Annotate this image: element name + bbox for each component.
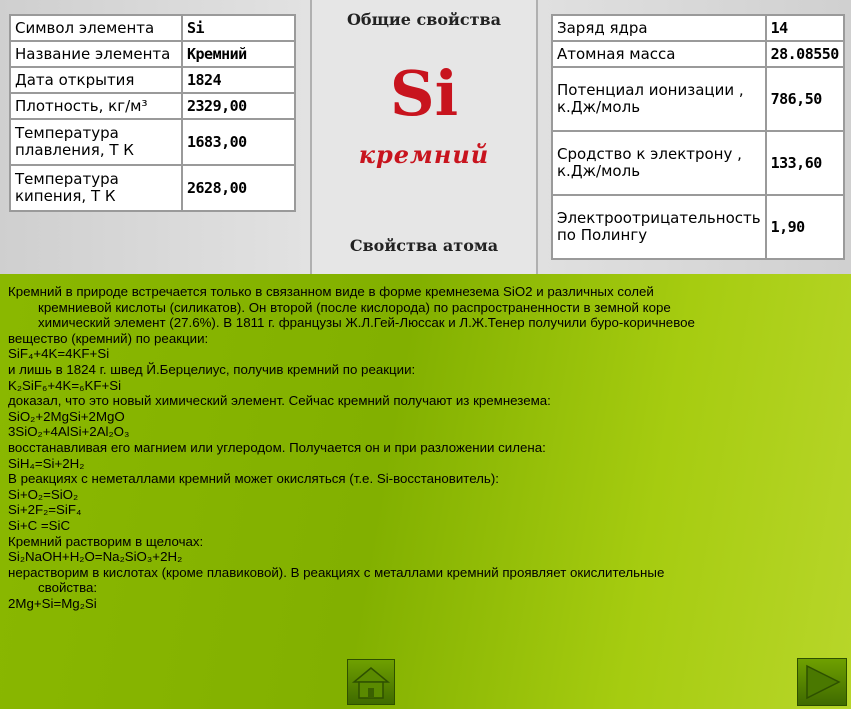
table-row	[10, 119, 295, 165]
table-row	[552, 41, 844, 67]
table-row	[10, 41, 295, 67]
text-line: В реакциях с неметаллами кремний может окисляться (т.е. Si-восстановитель):	[8, 471, 499, 487]
row-value: 14	[766, 15, 844, 41]
row-value: 133,60	[766, 131, 844, 195]
row-label: Название элемента	[10, 41, 182, 67]
home-button[interactable]	[347, 659, 395, 705]
table-row	[552, 67, 844, 131]
table-row	[552, 131, 844, 195]
text-line: и лишь в 1824 г. швед Й.Берцелиус, получив кремний по реакции:	[8, 361, 416, 377]
row-label: Сродство к электрону , к.Дж/моль	[552, 131, 766, 195]
reaction-line: SiO₂+2MgSi+2MgO	[8, 408, 125, 424]
atom-properties-table	[551, 14, 845, 260]
row-label: Дата открытия	[10, 67, 182, 93]
row-value: Кремний	[182, 41, 295, 67]
row-label: Заряд ядра	[552, 15, 766, 41]
reaction-line: K₂SiF₆+4K=₆KF+Si	[8, 377, 122, 393]
table-row	[10, 165, 295, 211]
table-row	[552, 195, 844, 259]
reaction-line: Si+2F₂=SiF₄	[8, 502, 82, 518]
row-label: Атомная масса	[552, 41, 766, 67]
text-line: доказал, что это новый химический элемент. Сейчас кремний получают из кремнезема:	[8, 393, 551, 409]
atom-properties-title: Свойства атома	[349, 236, 499, 255]
arrow-right-icon	[798, 659, 846, 705]
row-label: Плотность, кг/м³	[10, 93, 182, 119]
row-label: Электроотрицательность по Полингу	[552, 195, 766, 259]
text-line: химический элемент (27.6%). В 1811 г. французы Ж.Л.Гей-Люссак и Л.Ж.Тенер получили буро-коричневое	[38, 315, 695, 331]
general-properties-table	[9, 14, 296, 212]
row-value: 1824	[182, 67, 295, 93]
general-properties-title: Общие свойства	[346, 10, 502, 29]
row-value: 28.08550	[766, 41, 844, 67]
element-symbol: Si	[389, 57, 459, 130]
text-line: вещество (кремний) по реакции:	[8, 330, 209, 346]
text-line: свойства:	[38, 580, 98, 596]
row-value: 2628,00	[182, 165, 295, 211]
element-name: кремний	[358, 140, 490, 169]
row-value: 2329,00	[182, 93, 295, 119]
row-label: Температура кипения, Т К	[10, 165, 182, 211]
home-icon	[348, 660, 394, 704]
table-row	[10, 15, 295, 41]
description-text	[8, 284, 838, 611]
row-value: 786,50	[766, 67, 844, 131]
reaction-line: SiF₄+4K=4KF+Si	[8, 346, 110, 362]
table-row	[10, 67, 295, 93]
row-value: Si	[182, 15, 295, 41]
text-line: Кремний растворим в щелочах:	[8, 533, 204, 549]
reaction-line: Si+O₂=SiO₂	[8, 486, 79, 502]
reaction-line: 2Mg+Si=Mg₂Si	[8, 595, 97, 611]
text-line: кремниевой кислоты (силикатов). Он второй (после кислорода) по распространенности в земной коре	[38, 299, 671, 315]
text-line: восстанавливая его магнием или углеродом. Получается он и при разложении силена:	[8, 439, 546, 455]
text-line: нерастворим в кислотах (кроме плавиковой). В реакциях с металлами кремний проявляет окислительные	[8, 564, 665, 580]
reaction-line: Si₂NaOH+H₂O=Na₂SiO₃+2H₂	[8, 549, 183, 565]
row-value: 1683,00	[182, 119, 295, 165]
row-label: Символ элемента	[10, 15, 182, 41]
table-row	[10, 93, 295, 119]
text-line: Кремний в природе встречается только в связанном виде в форме кремнезема SiO2 и различных солей	[8, 284, 654, 299]
row-label: Потенциал ионизации , к.Дж/моль	[552, 67, 766, 131]
row-value: 1,90	[766, 195, 844, 259]
row-label: Температура плавления, Т К	[10, 119, 182, 165]
reaction-line: SiH₄=Si+2H₂	[8, 455, 85, 471]
table-row	[552, 15, 844, 41]
reaction-line: Si+C =SiC	[8, 517, 71, 533]
next-button[interactable]	[797, 658, 847, 706]
reaction-line: 3SiO₂+4AlSi+2Al₂O₃	[8, 424, 130, 440]
center-panel	[310, 0, 538, 274]
properties-area	[0, 0, 851, 274]
